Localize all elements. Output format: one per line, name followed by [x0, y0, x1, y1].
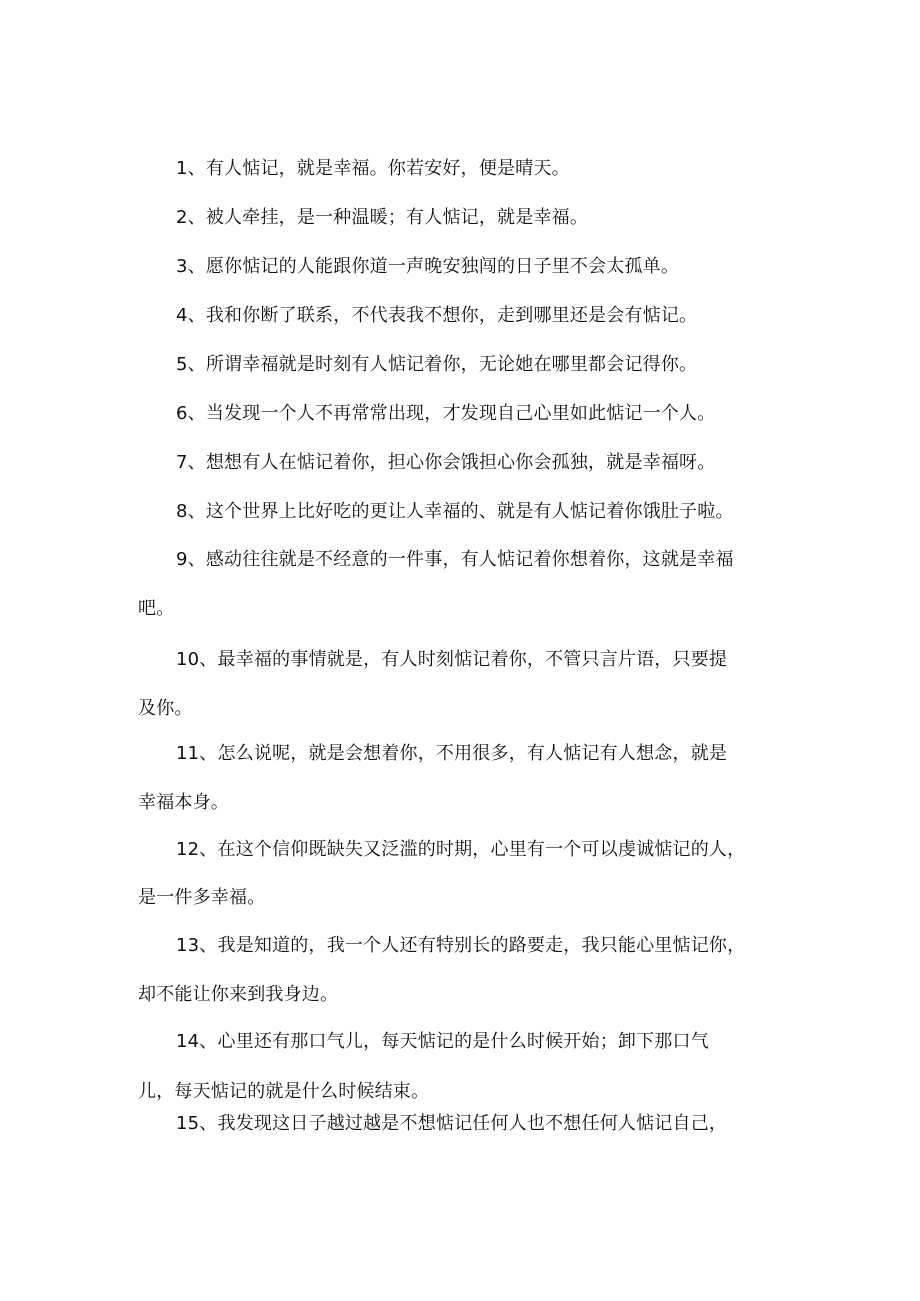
- list-item-continuation: 幸福本身。: [138, 792, 229, 813]
- list-item: 12、在这个信仰既缺失又泛滥的时期，心里有一个可以虔诚惦记的人，: [176, 839, 746, 860]
- list-item: 7、想想有人在惦记着你，担心你会饿担心你会孤独，就是幸福呀。: [176, 452, 716, 473]
- list-item: 14、心里还有那口气儿，每天惦记的是什么时候开始；卸下那口气: [176, 1031, 709, 1052]
- list-item: 3、愿你惦记的人能跟你道一声晚安独闯的日子里不会太孤单。: [176, 256, 680, 277]
- list-item: 8、这个世界上比好吃的更让人幸福的、就是有人惦记着你饿肚子啦。: [176, 501, 734, 522]
- list-item: 13、我是知道的，我一个人还有特别长的路要走，我只能心里惦记你，: [176, 935, 746, 956]
- list-item: 2、被人牵挂，是一种温暖；有人惦记，就是幸福。: [176, 207, 589, 228]
- list-item: 9、感动往往就是不经意的一件事，有人惦记着你想着你，这就是幸福: [176, 549, 734, 570]
- list-item: 1、有人惦记，就是幸福。你若安好，便是晴天。: [176, 158, 570, 179]
- list-item: 11、怎么说呢，就是会想着你，不用很多，有人惦记有人想念，就是: [176, 743, 728, 764]
- list-item: 15、我发现这日子越过越是不想惦记任何人也不想任何人惦记自己，: [176, 1113, 728, 1134]
- list-item-continuation: 吧。: [138, 598, 175, 619]
- list-item-continuation: 却不能让你来到我身边。: [138, 984, 339, 1005]
- list-item: 4、我和你断了联系，不代表我不想你，走到哪里还是会有惦记。: [176, 305, 698, 326]
- list-item: 6、当发现一个人不再常常出现，才发现自己心里如此惦记一个人。: [176, 403, 716, 424]
- list-item: 5、所谓幸福就是时刻有人惦记着你，无论她在哪里都会记得你。: [176, 354, 698, 375]
- list-item-continuation: 儿，每天惦记的就是什么时候结束。: [138, 1081, 430, 1102]
- list-item-continuation: 是一件多幸福。: [138, 887, 266, 908]
- list-item: 10、最幸福的事情就是，有人时刻惦记着你，不管只言片语，只要提: [176, 649, 728, 670]
- list-item-continuation: 及你。: [138, 698, 193, 719]
